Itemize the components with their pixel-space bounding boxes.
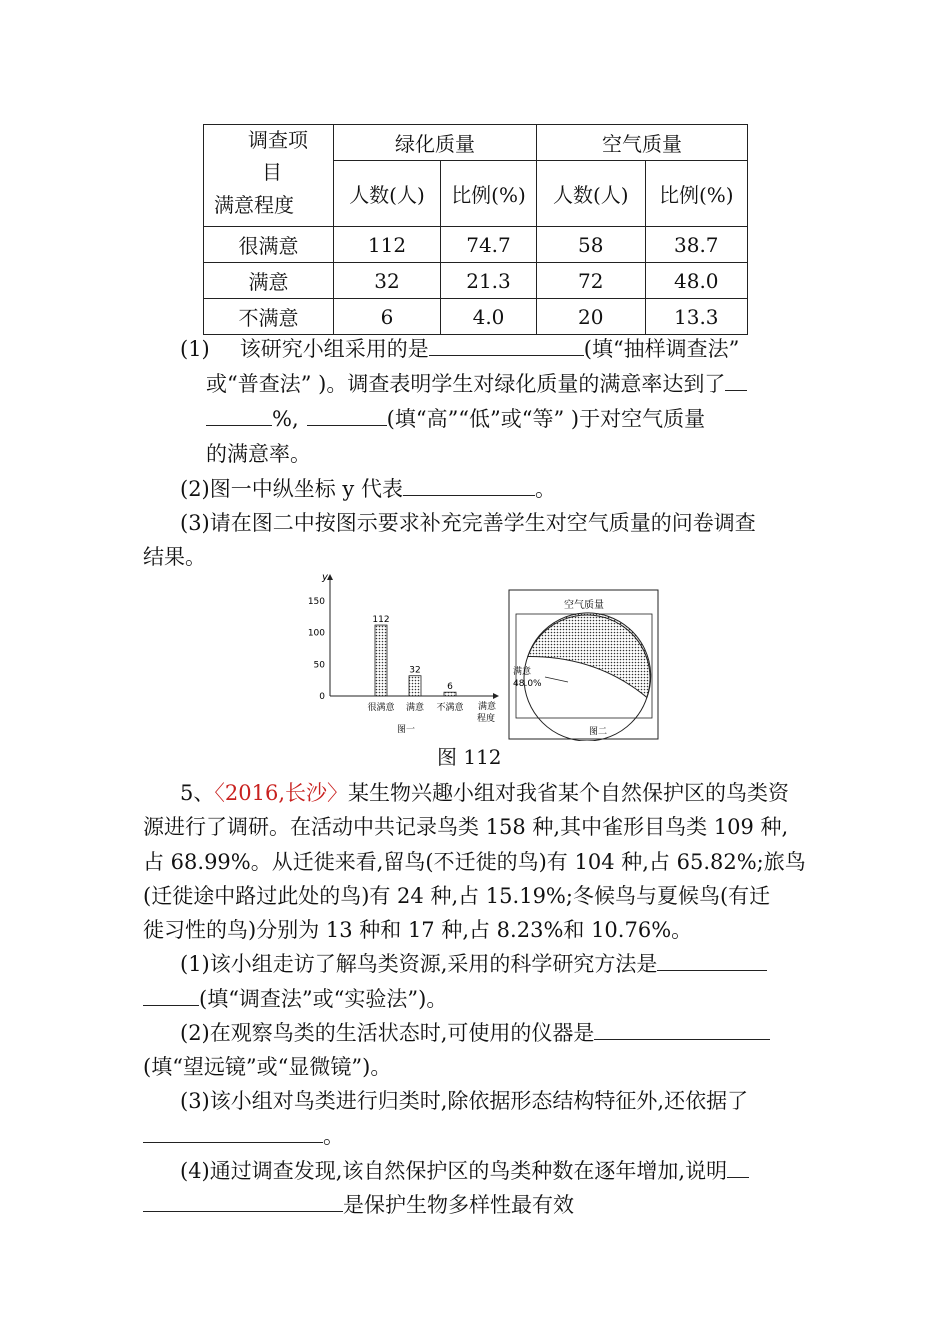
pie-percent: 48.0% — [513, 679, 542, 689]
group-header-green: 绿化质量 — [334, 125, 537, 161]
bar — [444, 692, 456, 696]
q5-sub1-line1 — [180, 952, 767, 976]
q4-part1-number: (1) — [180, 337, 210, 361]
bar — [409, 676, 421, 696]
figure-caption: 图 112 — [437, 745, 502, 769]
table-corner-cell — [204, 125, 334, 227]
survey-table — [203, 124, 748, 335]
q5-sub3-text: (3)该小组对鸟类进行归类时,除依据形态结构特征外,还依据了 — [180, 1089, 749, 1113]
answer-blank[interactable] — [594, 1021, 770, 1040]
q5-line1 — [180, 781, 789, 805]
pie-label: 满意 — [513, 667, 532, 677]
q4-part2-text: (2)图一中纵坐标 y 代表 — [180, 477, 403, 501]
answer-blank[interactable] — [143, 1124, 323, 1143]
q5-line5: 徙习性的鸟)分别为 13 种和 17 种,占 8.23%和 10.76%。 — [143, 918, 693, 942]
q5-sub4-line1 — [180, 1159, 749, 1183]
answer-blank[interactable] — [429, 337, 584, 356]
table-cell: 6 — [334, 299, 441, 335]
q4-part2-end: 。 — [534, 477, 556, 501]
q4-part1-line4: 的满意率。 — [206, 442, 311, 466]
table-row — [204, 227, 748, 263]
row-label: 不满意 — [204, 299, 334, 335]
q4-part1-line2 — [206, 372, 747, 396]
chart-caption: 图一 — [396, 725, 416, 735]
q4-part2 — [180, 477, 556, 501]
q4-part1-line3 — [206, 407, 705, 431]
x-axis-label: 满意程度 — [477, 702, 497, 724]
table-cell: 32 — [334, 263, 441, 299]
q5-sub3-end: 。 — [323, 1124, 344, 1148]
table-cell: 48.0 — [645, 263, 747, 299]
row-label: 满意 — [204, 263, 334, 299]
q4-percent-sign: %, — [272, 407, 299, 431]
table-cell: 13.3 — [645, 299, 747, 335]
bar-value-label: 32 — [409, 665, 421, 676]
q5-source: 〈2016,长沙〉 — [214, 781, 348, 805]
answer-blank[interactable] — [307, 407, 387, 426]
q5-line1-text: 某生物兴趣小组对我省某个自然保护区的鸟类资 — [348, 781, 789, 805]
q5-sub4-text: (4)通过调查发现,该自然保护区的鸟类种数在逐年增加,说明 — [180, 1159, 728, 1183]
answer-blank[interactable] — [143, 987, 199, 1006]
group-header-air: 空气质量 — [537, 125, 748, 161]
corner-line1: 调查项 — [248, 127, 308, 152]
q4-part1-text: 该研究小组采用的是 — [239, 337, 429, 361]
table-row — [204, 299, 748, 335]
q5-sub2-text: (2)在观察鸟类的生活状态时,可使用的仪器是 — [180, 1021, 595, 1045]
q5-line4: (迁徙途中路过此处的鸟)有 24 种,占 15.19%;冬候鸟与夏候鸟(有迁 — [143, 884, 771, 908]
table-row — [204, 263, 748, 299]
answer-blank[interactable] — [403, 477, 535, 496]
category-label: 很满意 — [367, 703, 395, 713]
q5-sub2-hint: (填“望远镜”或“显微镜”)。 — [143, 1055, 392, 1079]
q5-line3: 占 68.99%。从迁徙来看,留鸟(不迁徙的鸟)有 104 种,占 65.82%;旅鸟 — [143, 850, 806, 874]
corner-line2: 目 — [262, 159, 282, 184]
q5-sub1-line2 — [143, 987, 447, 1011]
y-tick-label: 0 — [319, 692, 325, 702]
q5-sub1-text: (1)该小组走访了解鸟类资源,采用的科学研究方法是 — [180, 952, 658, 976]
sub-header: 比例(%) — [441, 161, 537, 227]
bar-value-label: 112 — [372, 615, 390, 626]
answer-blank[interactable] — [657, 952, 767, 971]
bar — [375, 625, 387, 696]
table-cell: 21.3 — [441, 263, 537, 299]
row-label: 很满意 — [204, 227, 334, 263]
y-tick-label: 50 — [313, 660, 325, 671]
y-axis-label: y — [322, 572, 328, 583]
q5-number: 5、 — [180, 781, 215, 805]
q4-part1-line3-text: (填“高”“低”或“等” )于对空气质量 — [386, 407, 706, 431]
table-cell: 112 — [334, 227, 441, 263]
corner-line3: 满意程度 — [214, 192, 294, 217]
category-label: 不满意 — [436, 703, 464, 713]
table-cell: 38.7 — [645, 227, 747, 263]
sub-header: 比例(%) — [645, 161, 747, 227]
answer-blank[interactable] — [143, 1193, 343, 1212]
q4-part1-line1 — [180, 337, 739, 361]
bar-value-label: 6 — [447, 682, 453, 693]
y-tick-label: 150 — [307, 597, 325, 607]
table-cell: 20 — [537, 299, 646, 335]
q4-part1-hint: (填“抽样调查法” — [583, 337, 740, 361]
table-cell: 4.0 — [441, 299, 537, 335]
q5-sub1-hint: (填“调查法”或“实验法”)。 — [199, 987, 448, 1011]
pie-caption: 图二 — [588, 727, 608, 737]
q4-part1-line2-text: 或“普查法” )。调查表明学生对绿化质量的满意率达到了 — [206, 372, 726, 396]
y-tick-label: 100 — [307, 628, 325, 639]
q4-part3-line2: 结果。 — [143, 545, 206, 569]
q4-part3-line1: (3)请在图二中按图示要求补充完善学生对空气质量的问卷调查 — [180, 511, 756, 535]
table-cell: 74.7 — [441, 227, 537, 263]
sub-header: 人数(人) — [537, 161, 646, 227]
pie-chart — [508, 589, 660, 741]
sub-header: 人数(人) — [334, 161, 441, 227]
pie-title: 空气质量 — [564, 600, 604, 611]
answer-blank[interactable] — [206, 407, 272, 426]
q5-sub2-line1 — [180, 1021, 770, 1045]
table-cell: 72 — [537, 263, 646, 299]
answer-blank[interactable] — [725, 372, 747, 391]
q5-sub4-line2 — [143, 1193, 574, 1217]
q5-sub4-text2: 是保护生物多样性最有效 — [343, 1193, 574, 1217]
category-label: 满意 — [405, 703, 425, 713]
table-cell: 58 — [537, 227, 646, 263]
answer-blank[interactable] — [727, 1159, 749, 1178]
q5-line2: 源进行了调研。在活动中共记录鸟类 158 种,其中雀形目鸟类 109 种, — [143, 815, 789, 839]
q5-sub3-line2 — [143, 1124, 344, 1148]
